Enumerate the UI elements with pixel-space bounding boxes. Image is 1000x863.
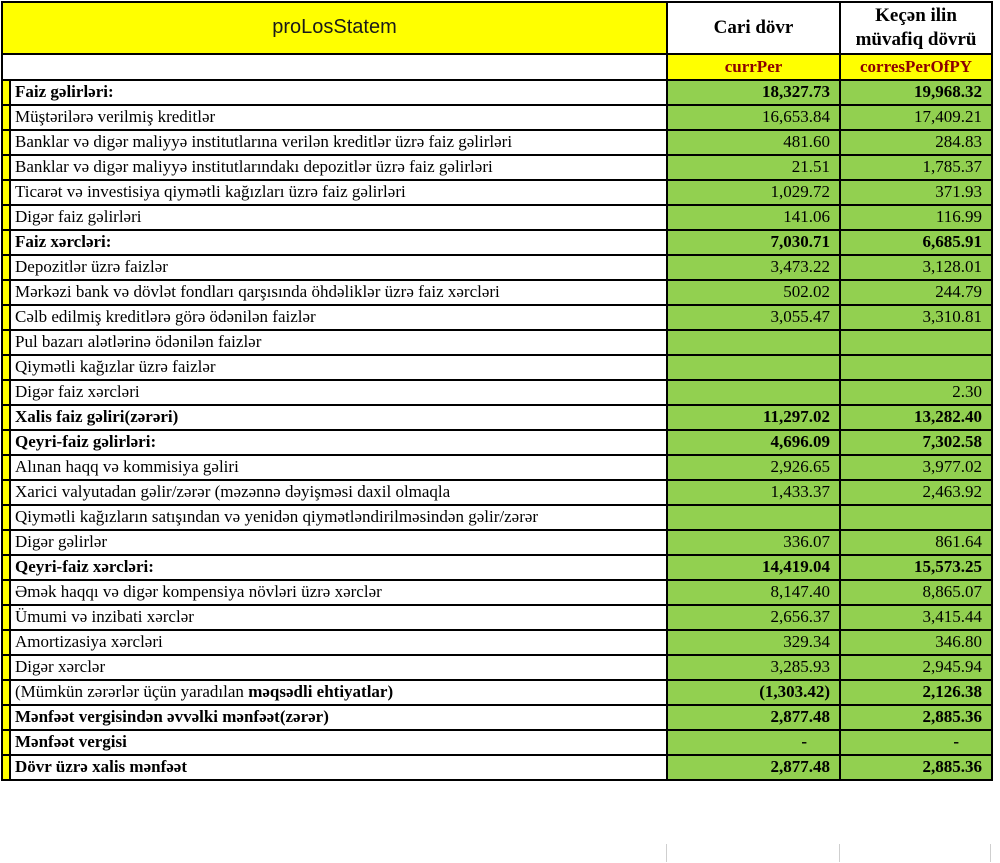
row-label [10, 330, 667, 355]
gridline-vertical [990, 844, 991, 862]
row-label-text: Mərkəzi bank və dövlət fondları qarşısında öhdəliklər üzrə faiz xərcləri [15, 281, 500, 301]
header-spacer-cell [2, 54, 667, 80]
row-label [10, 80, 667, 105]
row-label [10, 580, 667, 605]
table-row [2, 180, 992, 205]
row-label-text: Ticarət və investisiya qiymətli kağızları üzrə faiz gəlirləri [15, 181, 406, 201]
profit-loss-table [1, 1, 993, 781]
table-row [2, 530, 992, 555]
table-row [2, 430, 992, 455]
value-current-period: 3,055.47 [667, 305, 840, 330]
value-previous-period: 3,310.81 [840, 305, 992, 330]
row-label [10, 205, 667, 230]
table-row [2, 205, 992, 230]
value-previous-period: 1,785.37 [840, 155, 992, 180]
row-label-text: Banklar və digər maliyyə institutlarındakı depozitlər üzrə faiz gəlirləri [15, 156, 493, 176]
table-row [2, 680, 992, 705]
row-index-stripe [2, 705, 10, 730]
table-row [2, 280, 992, 305]
row-index-stripe [2, 505, 10, 530]
value-current-period: 502.02 [667, 280, 840, 305]
row-index-stripe [2, 555, 10, 580]
row-index-stripe [2, 455, 10, 480]
value-previous-period: 7,302.58 [840, 430, 992, 455]
value-previous-period: 2,126.38 [840, 680, 992, 705]
value-previous-period: 3,415.44 [840, 605, 992, 630]
value-current-period [667, 330, 840, 355]
table-row [2, 330, 992, 355]
table-row [2, 130, 992, 155]
row-label-text: Xalis faiz gəliri(zərəri) [15, 406, 179, 426]
row-label-text: Faiz gəlirləri: [15, 81, 114, 101]
value-previous-period: 17,409.21 [840, 105, 992, 130]
row-label-text: Əmək haqqı və digər kompensiya növləri üzrə xərclər [15, 581, 382, 601]
row-label [10, 230, 667, 255]
row-label-text: (Mümkün zərərlər üçün yaradılan [15, 681, 249, 701]
value-previous-period: 346.80 [840, 630, 992, 655]
column-code-current-period: currPer [667, 54, 840, 80]
gridline-vertical [666, 844, 667, 862]
value-current-period: 2,656.37 [667, 605, 840, 630]
row-index-stripe [2, 230, 10, 255]
table-header [2, 2, 992, 80]
row-label-text: Depozitlər üzrə faizlər [15, 256, 168, 276]
value-current-period: 1,029.72 [667, 180, 840, 205]
row-label-text: Qeyri-faiz gəlirləri: [15, 431, 157, 451]
table-row [2, 155, 992, 180]
row-index-stripe [2, 255, 10, 280]
row-label-text: Faiz xərcləri: [15, 231, 112, 251]
value-current-period: 7,030.71 [667, 230, 840, 255]
table-row [2, 255, 992, 280]
row-index-stripe [2, 680, 10, 705]
header-row-codes [2, 54, 992, 80]
row-label [10, 305, 667, 330]
row-index-stripe [2, 380, 10, 405]
row-label-text: Mənfəət vergisindən əvvəlki mənfəət(zərər) [15, 706, 329, 726]
row-label-text: Qiymətli kağızlar üzrə faizlər [15, 356, 216, 376]
row-index-stripe [2, 330, 10, 355]
table-body [2, 80, 992, 780]
value-current-period: 3,473.22 [667, 255, 840, 280]
row-label [10, 655, 667, 680]
row-label [10, 130, 667, 155]
table-row [2, 755, 992, 780]
value-previous-period: 2,885.36 [840, 755, 992, 780]
value-current-period: 14,419.04 [667, 555, 840, 580]
value-current-period: 4,696.09 [667, 430, 840, 455]
table-row [2, 230, 992, 255]
table-row [2, 630, 992, 655]
row-label-text: Xarici valyutadan gəlir/zərər (məzənnə dəyişməsi daxil olmaqla [15, 481, 451, 501]
value-previous-period: 2,945.94 [840, 655, 992, 680]
table-row [2, 555, 992, 580]
spreadsheet-sheet [0, 1, 1000, 863]
table-row [2, 705, 992, 730]
table-row [2, 605, 992, 630]
row-label [10, 155, 667, 180]
value-current-period: 2,877.48 [667, 755, 840, 780]
table-row [2, 405, 992, 430]
row-label-text: Cəlb edilmiş kreditlərə görə ödənilən faizlər [15, 306, 316, 326]
value-current-period: 11,297.02 [667, 405, 840, 430]
row-label [10, 605, 667, 630]
row-label [10, 730, 667, 755]
value-previous-period: 3,977.02 [840, 455, 992, 480]
row-index-stripe [2, 755, 10, 780]
row-label-text: Amortizasiya xərcləri [15, 631, 163, 651]
row-label [10, 530, 667, 555]
row-label [10, 180, 667, 205]
row-label-text: Qeyri-faiz xərcləri: [15, 556, 154, 576]
table-row [2, 505, 992, 530]
header-row-titles [2, 2, 992, 54]
value-current-period: 18,327.73 [667, 80, 840, 105]
value-previous-period: 19,968.32 [840, 80, 992, 105]
row-label [10, 555, 667, 580]
value-current-period: 2,926.65 [667, 455, 840, 480]
row-label-text: Müştərilərə verilmiş kreditlər [15, 106, 216, 126]
row-label [10, 280, 667, 305]
row-label-text: Digər faiz xərcləri [15, 381, 140, 401]
gridline-vertical [839, 844, 840, 862]
value-current-period [667, 380, 840, 405]
row-label-text: Banklar və digər maliyyə institutlarına verilən kreditlər üzrə faiz gəlirləri [15, 131, 513, 151]
table-row [2, 455, 992, 480]
value-current-period: 8,147.40 [667, 580, 840, 605]
value-current-period: - [667, 730, 840, 755]
value-previous-period [840, 505, 992, 530]
row-index-stripe [2, 430, 10, 455]
row-label [10, 630, 667, 655]
row-index-stripe [2, 205, 10, 230]
row-label-text: Alınan haqq və kommisiya gəliri [15, 456, 239, 476]
row-label [10, 405, 667, 430]
value-current-period [667, 355, 840, 380]
column-header-previous-period: Keçən ilin müvafiq dövrü [840, 2, 992, 54]
row-label [10, 255, 667, 280]
value-previous-period: 244.79 [840, 280, 992, 305]
table-row [2, 355, 992, 380]
row-label [10, 705, 667, 730]
row-index-stripe [2, 155, 10, 180]
row-index-stripe [2, 405, 10, 430]
value-previous-period [840, 355, 992, 380]
row-label-text: Ümumi və inzibati xərclər [15, 606, 194, 626]
row-index-stripe [2, 605, 10, 630]
table-row [2, 480, 992, 505]
row-index-stripe [2, 580, 10, 605]
row-label [10, 480, 667, 505]
row-index-stripe [2, 180, 10, 205]
table-row [2, 655, 992, 680]
value-current-period: 2,877.48 [667, 705, 840, 730]
value-current-period: 21.51 [667, 155, 840, 180]
value-previous-period: 2.30 [840, 380, 992, 405]
row-label-text: Mənfəət vergisi [15, 731, 127, 751]
row-label-text: Dövr üzrə xalis mənfəət [15, 756, 187, 776]
value-previous-period: 15,573.25 [840, 555, 992, 580]
value-current-period: 16,653.84 [667, 105, 840, 130]
value-current-period: 329.34 [667, 630, 840, 655]
value-current-period: 336.07 [667, 530, 840, 555]
table-row [2, 730, 992, 755]
value-current-period: (1,303.42) [667, 680, 840, 705]
table-row [2, 80, 992, 105]
table-row [2, 105, 992, 130]
gridline-continuation [0, 844, 1000, 863]
value-previous-period: 371.93 [840, 180, 992, 205]
row-label [10, 455, 667, 480]
value-previous-period: - [840, 730, 992, 755]
value-previous-period: 8,865.07 [840, 580, 992, 605]
value-previous-period: 284.83 [840, 130, 992, 155]
table-row [2, 305, 992, 330]
row-label [10, 430, 667, 455]
row-label-text: Digər xərclər [15, 656, 106, 676]
value-current-period: 141.06 [667, 205, 840, 230]
row-index-stripe [2, 480, 10, 505]
column-code-previous-period: corresPerOfPY [840, 54, 992, 80]
row-label [10, 355, 667, 380]
row-label [10, 505, 667, 530]
value-previous-period: 3,128.01 [840, 255, 992, 280]
value-previous-period: 861.64 [840, 530, 992, 555]
row-index-stripe [2, 730, 10, 755]
row-label-text: Qiymətli kağızların satışından və yenidən qiymətləndirilməsindən gəlir/zərər [15, 506, 539, 526]
value-current-period: 1,433.37 [667, 480, 840, 505]
table-row [2, 380, 992, 405]
row-index-stripe [2, 305, 10, 330]
row-index-stripe [2, 355, 10, 380]
value-previous-period: 13,282.40 [840, 405, 992, 430]
row-index-stripe [2, 80, 10, 105]
value-current-period [667, 505, 840, 530]
row-index-stripe [2, 655, 10, 680]
table-title: proLosStatem [2, 2, 667, 54]
row-label-text: Pul bazarı alətlərinə ödənilən faizlər [15, 331, 262, 351]
value-current-period: 481.60 [667, 130, 840, 155]
value-previous-period: 2,885.36 [840, 705, 992, 730]
row-index-stripe [2, 105, 10, 130]
row-label [10, 105, 667, 130]
value-previous-period [840, 330, 992, 355]
row-index-stripe [2, 530, 10, 555]
column-header-current-period: Cari dövr [667, 2, 840, 54]
row-label-text: Digər faiz gəlirləri [15, 206, 142, 226]
value-previous-period: 116.99 [840, 205, 992, 230]
value-previous-period: 6,685.91 [840, 230, 992, 255]
row-index-stripe [2, 630, 10, 655]
value-current-period: 3,285.93 [667, 655, 840, 680]
row-label [10, 755, 667, 780]
table-row [2, 580, 992, 605]
row-label [10, 380, 667, 405]
value-previous-period: 2,463.92 [840, 480, 992, 505]
row-label [10, 680, 667, 705]
row-label-text: Digər gəlirlər [15, 531, 108, 551]
row-index-stripe [2, 130, 10, 155]
row-label-bold-text: məqsədli ehtiyatlar) [248, 681, 394, 701]
row-index-stripe [2, 280, 10, 305]
